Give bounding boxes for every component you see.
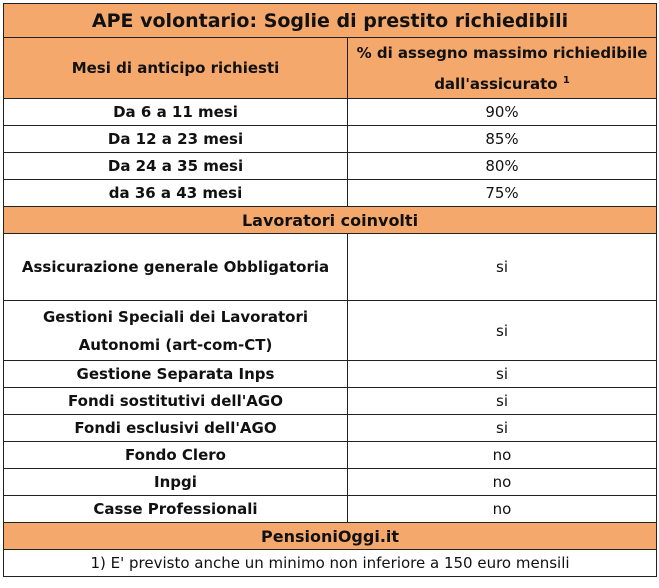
worker-row (4, 388, 657, 415)
worker-row (4, 442, 657, 469)
worker-row (4, 469, 657, 496)
worker-value: no (348, 469, 657, 496)
header-months: Mesi di anticipo richiesti (4, 38, 348, 99)
threshold-percent: 75% (348, 180, 657, 207)
worker-name-line1: Gestioni Speciali dei Lavoratori (42, 307, 309, 326)
footnote-ref: 1 (562, 74, 570, 86)
worker-value: si (348, 301, 657, 361)
threshold-months: Da 12 a 23 mesi (4, 126, 348, 153)
threshold-percent: 90% (348, 99, 657, 126)
threshold-percent: 85% (348, 126, 657, 153)
threshold-percent: 80% (348, 153, 657, 180)
ape-thresholds-table (3, 3, 657, 577)
worker-row (4, 361, 657, 388)
header-percent-line2: dall'assicurato (434, 74, 558, 93)
worker-value: si (348, 361, 657, 388)
header-percent-line1: % di assegno massimo richiedibile (356, 43, 648, 62)
worker-name: Fondi esclusivi dell'AGO (4, 415, 348, 442)
worker-value: si (348, 234, 657, 301)
worker-row (4, 234, 657, 301)
worker-value: si (348, 415, 657, 442)
source-label: PensioniOggi.it (4, 523, 657, 550)
worker-row (4, 496, 657, 523)
header-row (4, 38, 657, 99)
threshold-row (4, 99, 657, 126)
worker-name: Fondo Clero (4, 442, 348, 469)
worker-row (4, 301, 657, 361)
worker-name: Gestione Separata Inps (4, 361, 348, 388)
worker-name: Assicurazione generale Obbligatoria (4, 234, 348, 301)
threshold-row (4, 126, 657, 153)
worker-value: no (348, 442, 657, 469)
threshold-months: da 36 a 43 mesi (4, 180, 348, 207)
worker-name: Fondi sostitutivi dell'AGO (4, 388, 348, 415)
section-workers: Lavoratori coinvolti (4, 207, 657, 234)
worker-name: Casse Professionali (4, 496, 348, 523)
threshold-row (4, 180, 657, 207)
title-row (4, 4, 657, 38)
worker-name (4, 301, 348, 361)
threshold-months: Da 6 a 11 mesi (4, 99, 348, 126)
footnote-row (4, 550, 657, 577)
worker-name: Inpgi (4, 469, 348, 496)
threshold-months: Da 24 a 35 mesi (4, 153, 348, 180)
table-title: APE volontario: Soglie di prestito richiedibili (4, 4, 657, 38)
section-row (4, 207, 657, 234)
source-row (4, 523, 657, 550)
worker-value: si (348, 388, 657, 415)
worker-row (4, 415, 657, 442)
footnote-text: 1) E' previsto anche un minimo non inferiore a 150 euro mensili (4, 550, 657, 577)
worker-name-line2: Autonomi (art-com-CT) (78, 335, 273, 354)
header-percent (348, 38, 657, 99)
threshold-row (4, 153, 657, 180)
worker-value: no (348, 496, 657, 523)
